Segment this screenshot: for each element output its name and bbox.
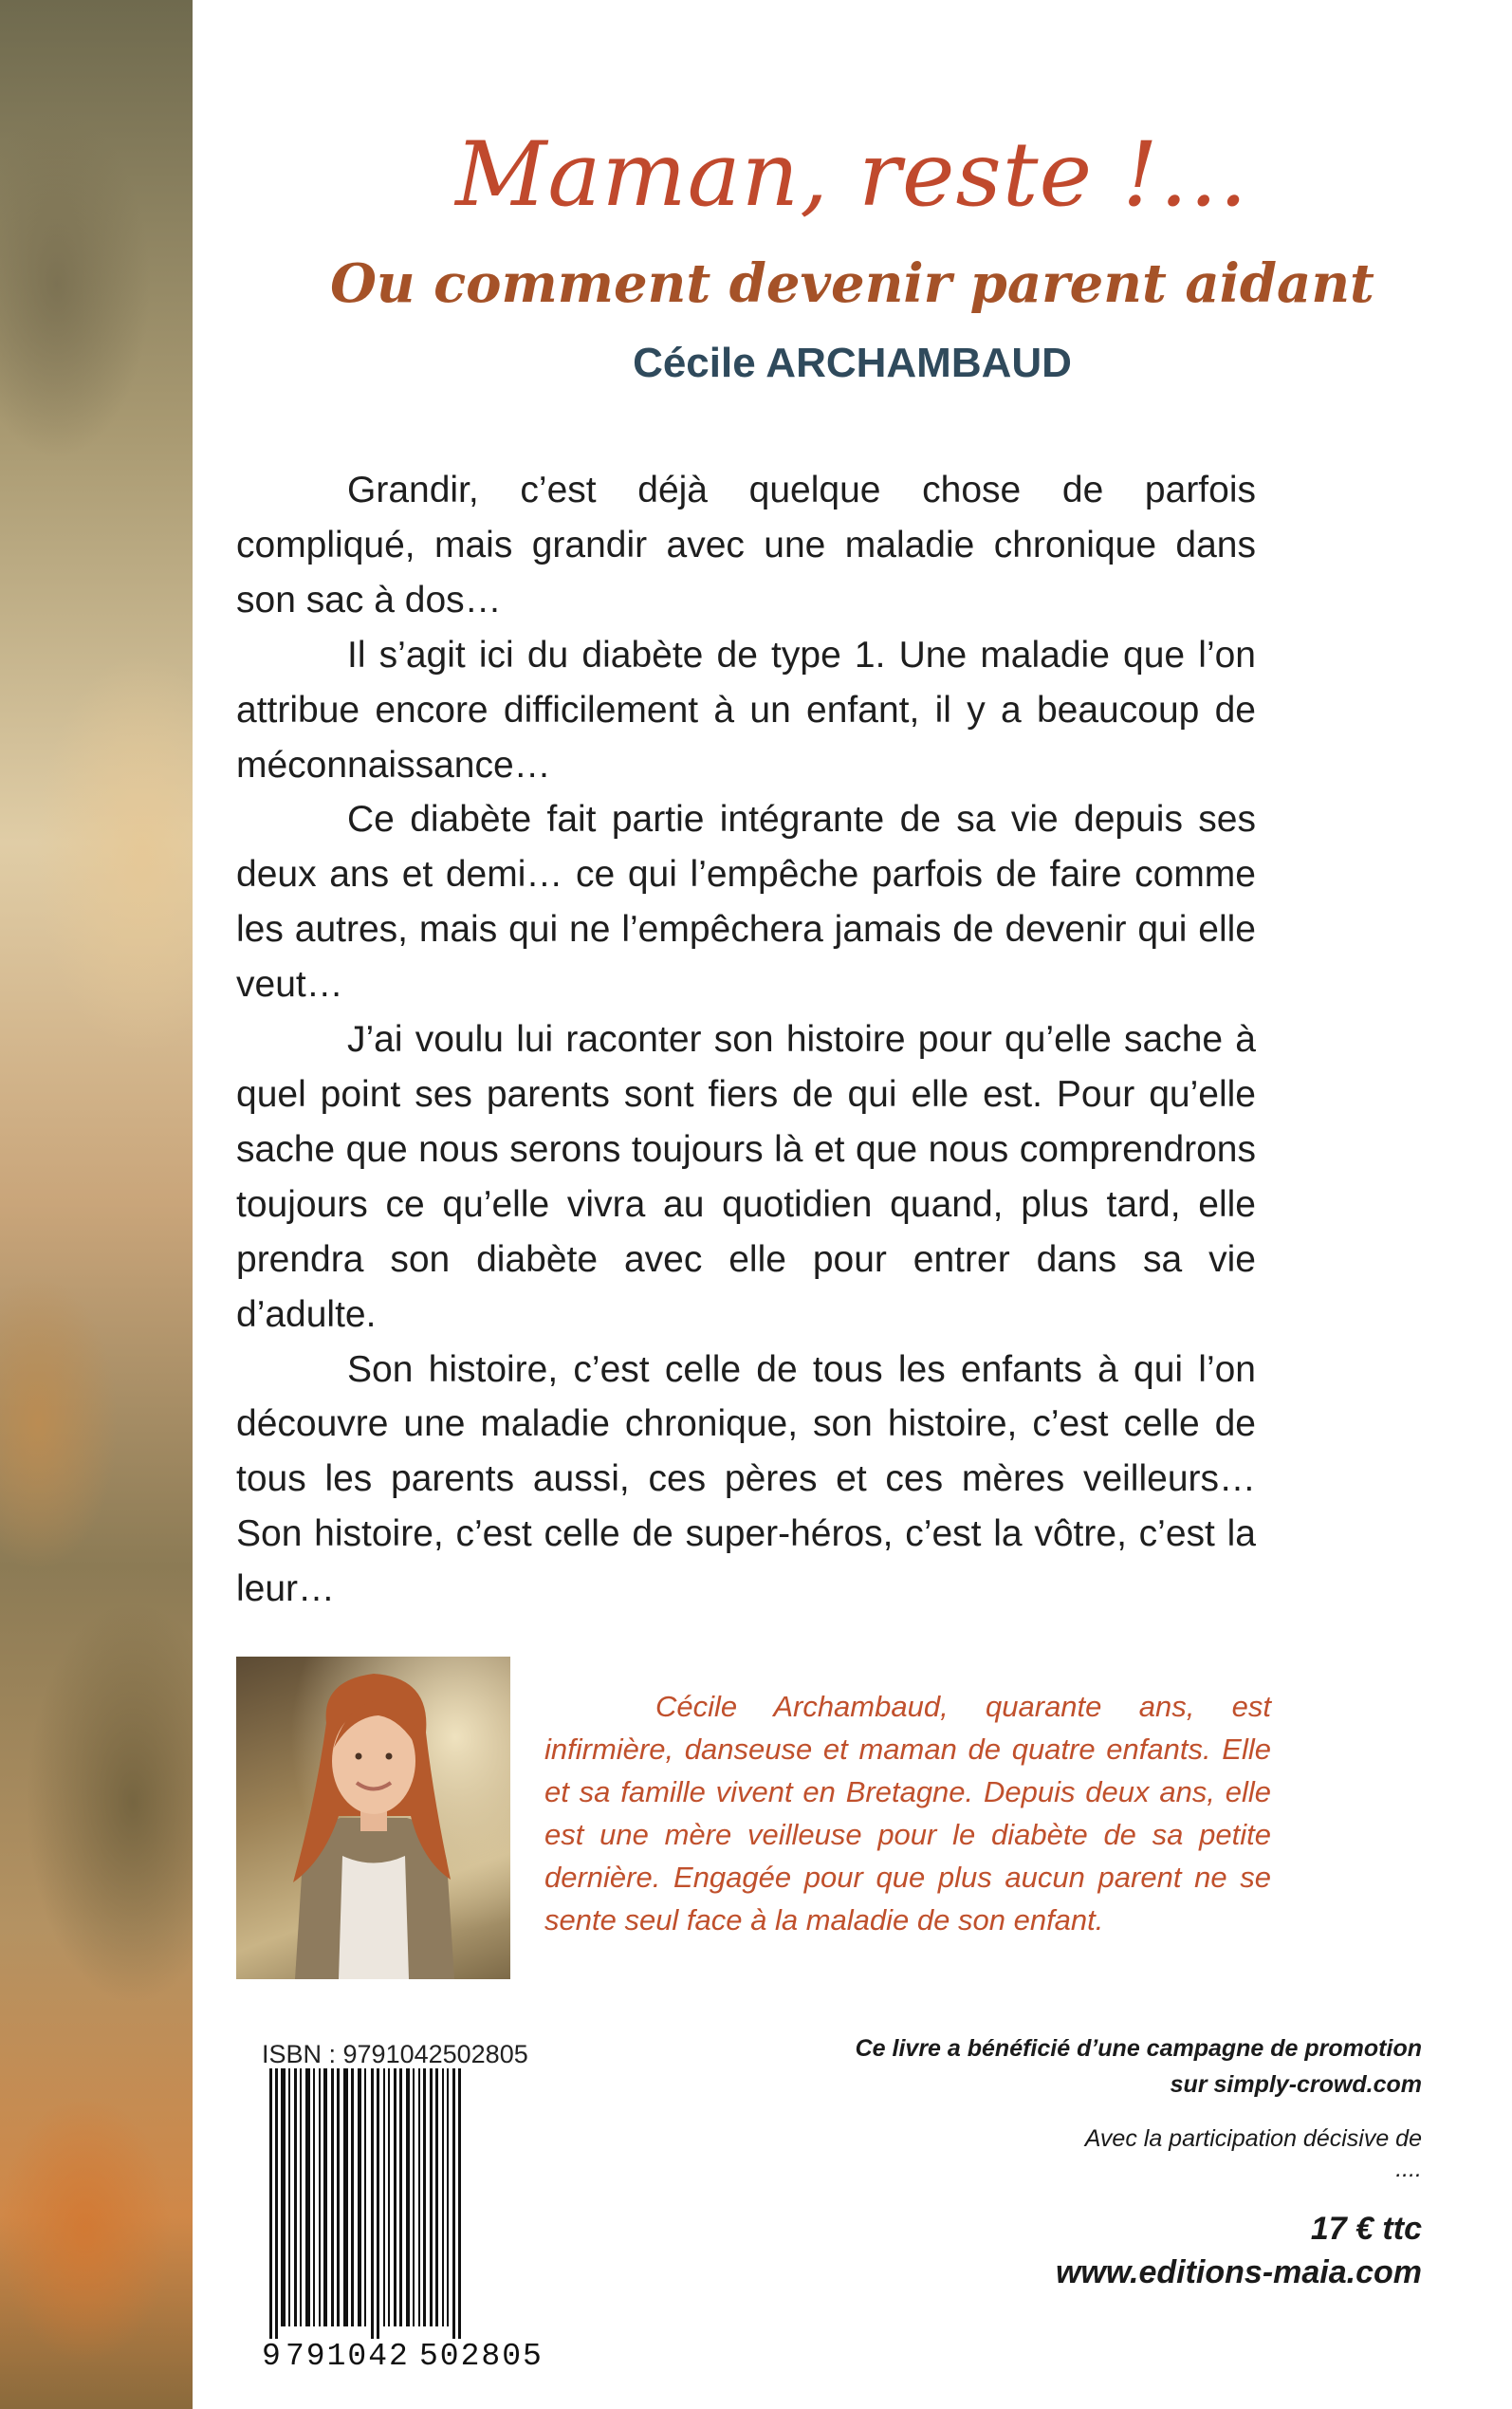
barcode-bar [383, 2068, 385, 2326]
barcode-bar [413, 2068, 415, 2326]
barcode-bar [377, 2068, 379, 2339]
publisher-website: www.editions-maia.com [1055, 2254, 1422, 2290]
cover-side-photo [0, 0, 193, 2409]
author-bio [544, 1685, 1271, 1941]
participation-placeholder: .... [1395, 2156, 1422, 2182]
blurb-paragraph: Ce diabète fait partie intégrante de sa vie depuis ses deux ans et demi… ce qui l’empêche parfois de faire comme les autres, mais qui ne l’empêchera jamais de devenir qui elle veut… [236, 799, 1256, 1006]
back-cover-blurb [236, 463, 1256, 1617]
blurb-paragraph: Il s’agit ici du diabète de type 1. Une maladie que l’on attribue encore difficilement à un enfant, il y a beaucoup de méconnaissance… [236, 634, 1256, 786]
barcode-bar [442, 2068, 444, 2326]
barcode-bar [305, 2068, 310, 2326]
book-title: Maman, reste !… [455, 123, 1249, 227]
barcode-bar [319, 2068, 321, 2326]
barcode-bar [323, 2068, 327, 2326]
barcode-bar [331, 2068, 334, 2326]
barcode-bar [435, 2068, 438, 2326]
barcode-bar [300, 2068, 302, 2326]
barcode-bar [313, 2068, 315, 2326]
barcode-bar [430, 2068, 433, 2326]
price: 17 € ttc [1310, 2211, 1422, 2247]
barcode-bar [364, 2068, 366, 2326]
barcode-bar [388, 2068, 390, 2326]
book-author: Cécile ARCHAMBAUD [633, 340, 1072, 386]
barcode-bar [418, 2068, 420, 2326]
barcode-digit-first: 9 [262, 2339, 281, 2372]
barcode-bar [281, 2068, 286, 2326]
barcode-bars [269, 2068, 461, 2339]
participation-line: Avec la participation décisive de [1084, 2125, 1422, 2152]
promo-line-2: sur simply-crowd.com [1170, 2071, 1422, 2098]
barcode-bar [423, 2068, 426, 2326]
barcode-bar [371, 2068, 374, 2339]
barcode-bar [288, 2068, 290, 2326]
blurb-paragraph: Son histoire, c’est celle de tous les enfants à qui l’on découvre une maladie chronique, son histoire, c’est celle de tous les parents aussi, ces pères et ces mères veilleurs… Son histoire, c’est celle de super-héros, c’est la vôtre, c’est la leur… [236, 1348, 1256, 1610]
barcode-bar [351, 2068, 354, 2326]
barcode-bar [447, 2068, 449, 2326]
barcode-bar [343, 2068, 348, 2326]
barcode-digits-right: 502805 [419, 2339, 544, 2372]
book-subtitle: Ou comment devenir parent aidant [330, 252, 1374, 315]
isbn-barcode [258, 2068, 562, 2372]
blurb-paragraph: J’ai voulu lui raconter son histoire pour qu’elle sache à quel point ses parents sont fiers de qui elle est. Pour qu’elle sache que nous serons toujours là et que nous comprendrons toujours ce qu’elle vivra au quotidien quand, plus tard, elle prendra son diabète avec elle pour entrer dans sa vie d’adulte. [236, 1019, 1256, 1335]
barcode-bar [406, 2068, 410, 2326]
barcode-bar [269, 2068, 272, 2339]
barcode-bar [399, 2068, 402, 2326]
promo-line-1: Ce livre a bénéficié d’une campagne de promotion [855, 2035, 1422, 2062]
barcode-bar [337, 2068, 340, 2326]
author-portrait [236, 1657, 510, 1979]
barcode-bar [358, 2068, 361, 2326]
author-bio-text: Cécile Archambaud, quarante ans, est infirmière, danseuse et maman de quatre enfants. Elle et sa famille vivent en Bretagne. Depuis deux ans, elle est une mère veilleuse pour le diabète de sa petite dernière. Engagée pour que plus aucun parent ne se sente seul face à la maladie de son enfant. [544, 1690, 1271, 1936]
barcode-bar [294, 2068, 297, 2326]
barcode-digits-left: 791042 [286, 2339, 410, 2372]
barcode-bar [458, 2068, 461, 2339]
blurb-paragraph: Grandir, c’est déjà quelque chose de parfois compliqué, mais grandir avec une maladie chronique dans son sac à dos… [236, 470, 1256, 621]
isbn-label: ISBN : 9791042502805 [262, 2040, 528, 2068]
author-portrait-illustration [236, 1657, 510, 1979]
barcode-bar [394, 2068, 396, 2326]
barcode-bar [275, 2068, 278, 2339]
barcode-bar [452, 2068, 455, 2339]
